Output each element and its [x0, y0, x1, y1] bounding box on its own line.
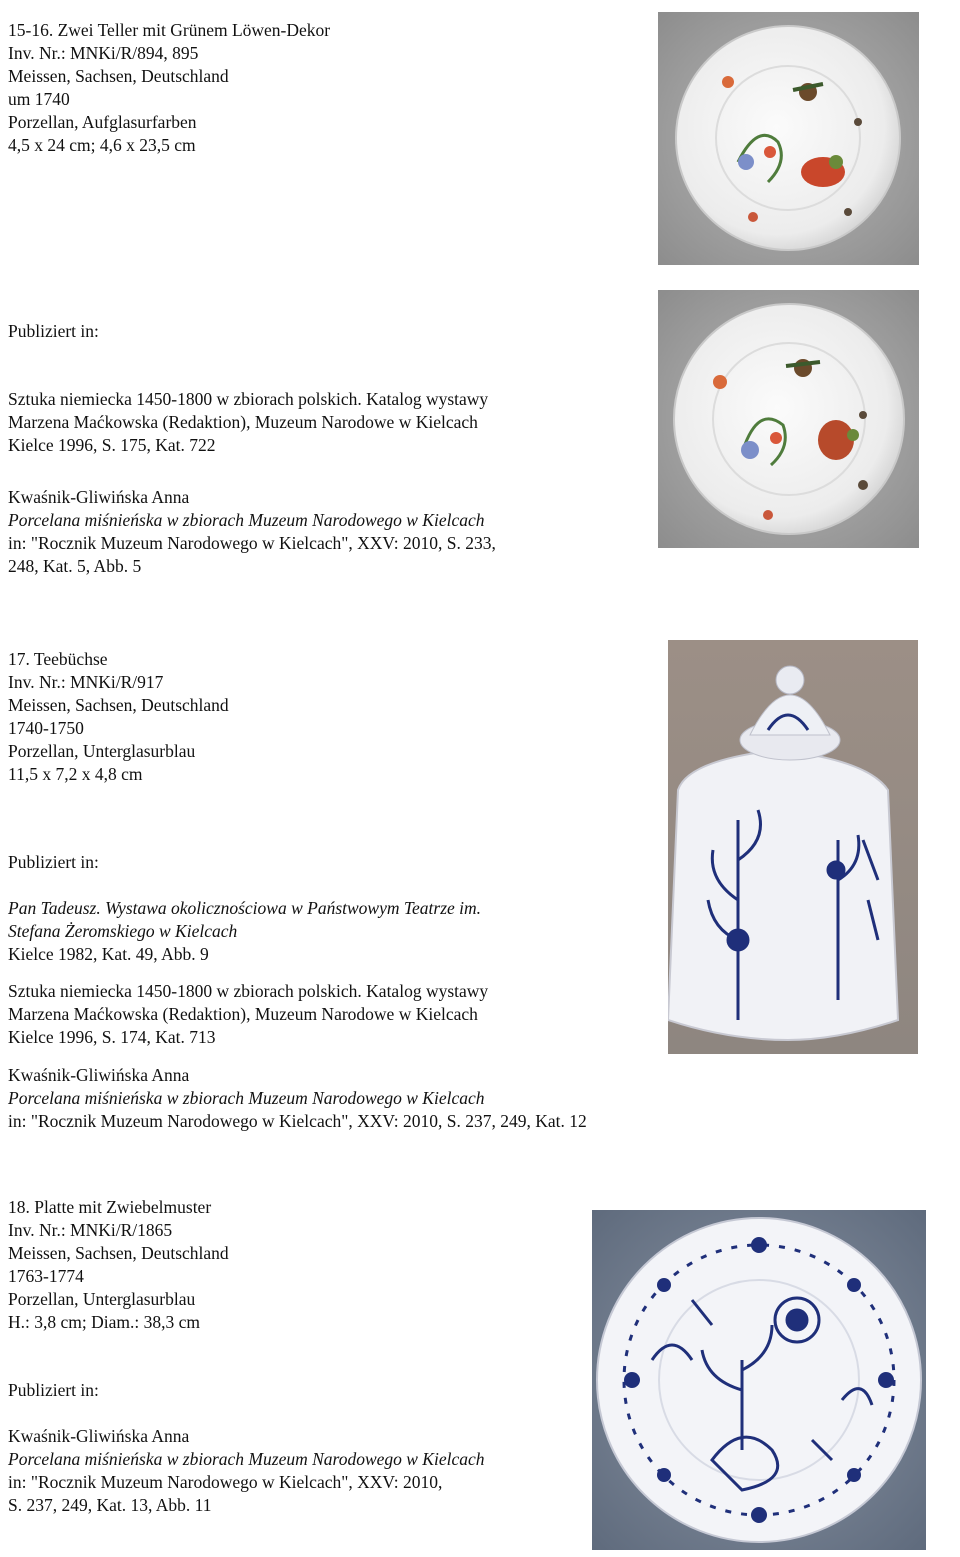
plate-photo-1	[658, 12, 919, 265]
entry-2-origin: Meissen, Sachsen, Deutschland	[8, 695, 229, 715]
entry-3-origin: Meissen, Sachsen, Deutschland	[8, 1243, 229, 1263]
entry-1-ref-1-line-1: Sztuka niemiecka 1450-1800 w zbiorach polskich. Katalog wystawy	[8, 389, 489, 409]
entry-2-published-label: Publiziert in:	[8, 852, 99, 872]
platter-photo	[592, 1210, 926, 1550]
entry-3-inv: Inv. Nr.: MNKi/R/1865	[8, 1220, 173, 1240]
plate-photo-2	[658, 290, 919, 548]
entry-2-date: 1740-1750	[8, 718, 84, 738]
entry-3-ref-1-work: Porcelana miśnieńska w zbiorach Muzeum Narodowego w Kielcach	[8, 1449, 485, 1469]
entry-1-date: um 1740	[8, 89, 70, 109]
entry-3-date: 1763-1774	[8, 1266, 84, 1286]
entry-2-dims: 11,5 x 7,2 x 4,8 cm	[8, 764, 143, 784]
entry-1-title: 15-16. Zwei Teller mit Grünem Löwen-Dekor	[8, 20, 331, 40]
entry-3-dims: H.: 3,8 cm; Diam.: 38,3 cm	[8, 1312, 200, 1332]
entry-1-origin: Meissen, Sachsen, Deutschland	[8, 66, 229, 86]
entry-2-ref-3-author: Kwaśnik-Gliwińska Anna	[8, 1065, 190, 1085]
entry-1-published-label: Publiziert in:	[8, 321, 99, 341]
entry-1-material: Porzellan, Aufglasurfarben	[8, 112, 197, 132]
entry-2-ref-3-work: Porcelana miśnieńska w zbiorach Muzeum Narodowego w Kielcach	[8, 1088, 485, 1108]
entry-1-ref-1-line-2: Marzena Maćkowska (Redaktion), Muzeum Narodowe w Kielcach	[8, 412, 478, 432]
entry-2-material: Porzellan, Unterglasurblau	[8, 741, 196, 761]
entry-2-inv: Inv. Nr.: MNKi/R/917	[8, 672, 164, 692]
entry-3-ref-1-line-3: in: "Rocznik Muzeum Narodowego w Kielcach", XXV: 2010,	[8, 1472, 443, 1492]
entry-3-ref-1-line-4: S. 237, 249, Kat. 13, Abb. 11	[8, 1495, 212, 1515]
entry-2-title: 17. Teebüchse	[8, 649, 108, 669]
entry-3-ref-1-author: Kwaśnik-Gliwińska Anna	[8, 1426, 190, 1446]
entry-1-ref-2-work: Porcelana miśnieńska w zbiorach Muzeum Narodowego w Kielcach	[8, 510, 485, 530]
entry-3-material: Porzellan, Unterglasurblau	[8, 1289, 196, 1309]
entry-1-dims: 4,5 x 24 cm; 4,6 x 23,5 cm	[8, 135, 196, 155]
entry-1-ref-2-line-3: in: "Rocznik Muzeum Narodowego w Kielcach", XXV: 2010, S. 233,	[8, 533, 496, 553]
entry-1-inv: Inv. Nr.: MNKi/R/894, 895	[8, 43, 199, 63]
entry-1-ref-1-line-3: Kielce 1996, S. 175, Kat. 722	[8, 435, 216, 455]
entry-2-ref-2-line-2: Marzena Maćkowska (Redaktion), Muzeum Narodowe w Kielcach	[8, 1004, 478, 1024]
entry-2-ref-2-line-3: Kielce 1996, S. 174, Kat. 713	[8, 1027, 216, 1047]
entry-1-ref-2-line-4: 248, Kat. 5, Abb. 5	[8, 556, 142, 576]
tea-caddy-photo	[668, 640, 918, 1054]
entry-2-ref-2-line-1: Sztuka niemiecka 1450-1800 w zbiorach polskich. Katalog wystawy	[8, 981, 489, 1001]
entry-3-published-label: Publiziert in:	[8, 1380, 99, 1400]
entry-2-ref-1-line-2: Stefana Żeromskiego w Kielcach	[8, 921, 238, 941]
entry-2-ref-3-line-3: in: "Rocznik Muzeum Narodowego w Kielcach", XXV: 2010, S. 237, 249, Kat. 12	[8, 1111, 587, 1131]
entry-3-title: 18. Platte mit Zwiebelmuster	[8, 1197, 212, 1217]
entry-1-ref-2-author: Kwaśnik-Gliwińska Anna	[8, 487, 190, 507]
entry-2-ref-1-line-1: Pan Tadeusz. Wystawa okolicznościowa w Państwowym Teatrze im.	[8, 898, 482, 918]
entry-2-ref-1-line-3: Kielce 1982, Kat. 49, Abb. 9	[8, 944, 209, 964]
